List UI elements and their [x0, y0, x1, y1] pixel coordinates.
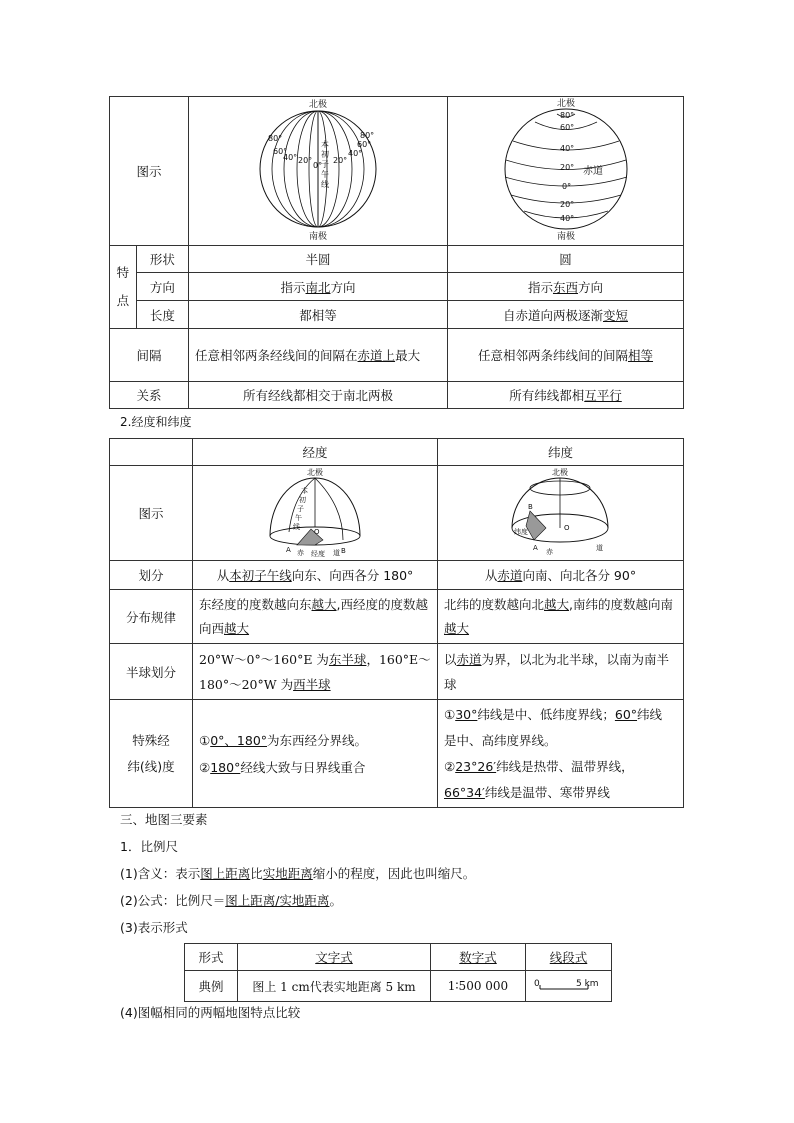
section-3-title: 三、地图三要素: [120, 812, 208, 827]
meridian-spacing: 任意相邻两条经线间的间隔在赤道上最大: [189, 329, 448, 382]
svg-text:本: 本: [301, 487, 308, 495]
meridian-shape: 半圆: [189, 246, 448, 273]
svg-text:20°: 20°: [559, 200, 574, 209]
svg-text:子: 子: [297, 505, 304, 513]
svg-text:20°: 20°: [332, 156, 347, 165]
svg-text:赤: 赤: [546, 548, 553, 556]
svg-text:初: 初: [320, 150, 329, 159]
svg-text:初: 初: [299, 496, 306, 504]
segment-form-example: [526, 971, 612, 1002]
meridian-relation: 所有经线都相交于南北两极: [189, 382, 448, 409]
parallel-length: 自赤道向两极逐渐变短: [448, 301, 684, 329]
scale-bar: [526, 971, 611, 998]
header-latitude: 纬度: [438, 439, 684, 466]
scale-definition: (1)含义：表示图上距离比实地距离缩小的程度，因此也叫缩尺。: [120, 866, 476, 881]
row-label-example: 典例: [185, 971, 238, 1002]
parallel-relation: 所有纬线都相互平行: [448, 382, 684, 409]
latitude-division: 从赤道向南、向北各分 90°: [438, 561, 684, 590]
longitude-figure-cell: [193, 466, 438, 561]
row-label-division: 划分: [110, 561, 193, 590]
svg-text:40°: 40°: [347, 149, 362, 158]
svg-text:20°: 20°: [559, 163, 574, 172]
svg-text:北极: 北极: [552, 468, 568, 477]
row-label-relation: 关系: [110, 382, 189, 409]
lon-lat-table: [109, 438, 684, 808]
svg-text:O: O: [314, 528, 320, 536]
number-form-example: 1∶500 000: [431, 971, 526, 1002]
latitude-special: ①30°纬线是中、低纬度界线；60°纬线 是中、高纬度界线。 ②23°26′纬线是热带、温带界线， 66°34′纬线是温带、寒带界线: [438, 700, 684, 808]
svg-text:A: A: [533, 544, 538, 552]
row-label-shape: 形状: [136, 246, 188, 273]
meridian-length: 都相等: [189, 301, 448, 329]
svg-text:40°: 40°: [559, 144, 574, 153]
parallel-globe-figure: [449, 97, 683, 242]
svg-text:0°: 0°: [312, 161, 322, 170]
header-number-form: 数字式: [431, 944, 526, 971]
svg-text:南极: 南极: [308, 232, 327, 242]
svg-text:A: A: [286, 546, 291, 554]
svg-text:40°: 40°: [559, 214, 574, 223]
header-segment-form: 线段式: [526, 944, 612, 971]
scale-formula: (2)公式：比例尺＝图上距离/实地距离。: [120, 893, 342, 908]
svg-text:北极: 北极: [308, 100, 327, 110]
graticule-table: [109, 96, 684, 409]
svg-text:B: B: [341, 547, 346, 555]
row-label-rule: 分布规律: [110, 590, 193, 644]
svg-text:午: 午: [320, 170, 329, 179]
svg-text:纬度: 纬度: [514, 528, 528, 536]
longitude-rule: 东经度的度数越向东越大,西经度的度数越向西越大: [193, 590, 438, 644]
parallel-direction: 指示东西方向: [448, 273, 684, 301]
row-label-figure: 图示: [110, 97, 189, 246]
svg-text:午: 午: [295, 514, 302, 522]
svg-text:线: 线: [293, 523, 300, 531]
svg-text:20°: 20°: [297, 156, 312, 165]
meridian-direction: 指示南北方向: [189, 273, 448, 301]
section-2-title: 2.经度和纬度: [120, 415, 192, 429]
longitude-division: 从本初子午线向东、向西各分 180°: [193, 561, 438, 590]
latitude-hemisphere-figure: [438, 466, 683, 557]
row-label-length: 长度: [136, 301, 188, 329]
meridian-figure-cell: [189, 97, 448, 246]
svg-text:80°: 80°: [559, 111, 574, 120]
svg-text:80°: 80°: [267, 134, 282, 143]
row-label-special: 特殊经 纬(线)度: [110, 700, 193, 808]
row-label-hemisphere: 半球划分: [110, 644, 193, 700]
map-comparison-heading: (4)图幅相同的两幅地图特点比较: [120, 1005, 301, 1020]
parallel-shape: 圆: [448, 246, 684, 273]
meridian-globe-figure: [190, 97, 447, 242]
svg-text:赤: 赤: [297, 549, 304, 557]
svg-text:道: 道: [333, 549, 340, 557]
svg-text:子: 子: [320, 160, 329, 169]
svg-text:60°: 60°: [272, 147, 287, 156]
svg-text:60°: 60°: [356, 140, 371, 149]
latitude-figure-cell: [438, 466, 684, 561]
row-label-figure-2: 图示: [110, 466, 193, 561]
header-text-form: 文字式: [238, 944, 431, 971]
latitude-hemisphere: 以赤道为界，以北为北半球，以南为南半球: [438, 644, 684, 700]
header-empty: [110, 439, 193, 466]
svg-text:60°: 60°: [559, 123, 574, 132]
svg-text:0: 0: [534, 979, 540, 989]
longitude-special: ①0°、180°为东西经分界线。 ②180°经线大致与日界线重合: [193, 700, 438, 808]
svg-text:0°: 0°: [561, 182, 571, 191]
svg-text:O: O: [564, 524, 570, 532]
scale-forms-heading: (3)表示形式: [120, 920, 188, 935]
svg-text:B: B: [528, 503, 533, 511]
svg-text:赤道: 赤道: [582, 166, 603, 177]
row-label-direction: 方向: [136, 273, 188, 301]
parallel-figure-cell: [448, 97, 684, 246]
svg-text:南极: 南极: [556, 232, 575, 242]
header-form: 形式: [185, 944, 238, 971]
svg-text:北极: 北极: [307, 468, 323, 477]
svg-text:本: 本: [320, 140, 329, 149]
text-form-example: 图上 1 cm代表实地距离 5 km: [238, 971, 431, 1002]
row-label-spacing: 间隔: [110, 329, 189, 382]
scale-forms-table: [184, 943, 612, 1002]
feature-group-label: 特点: [110, 246, 137, 329]
svg-text:道: 道: [596, 544, 603, 552]
svg-text:40°: 40°: [282, 153, 297, 162]
scale-heading: 1．比例尺: [120, 839, 178, 854]
parallel-spacing: 任意相邻两条纬线间的间隔相等: [448, 329, 684, 382]
header-longitude: 经度: [193, 439, 438, 466]
svg-text:线: 线: [320, 180, 329, 189]
svg-text:80°: 80°: [359, 131, 374, 140]
longitude-hemisphere: 20°W～0°～160°E 为东半球，160°E～180°～20°W 为西半球: [193, 644, 438, 700]
longitude-hemisphere-figure: [193, 466, 437, 557]
svg-text:5 km: 5 km: [576, 979, 599, 989]
svg-text:北极: 北极: [556, 99, 575, 109]
latitude-rule: 北纬的度数越向北越大,南纬的度数越向南越大: [438, 590, 684, 644]
svg-text:经度: 经度: [311, 550, 325, 557]
